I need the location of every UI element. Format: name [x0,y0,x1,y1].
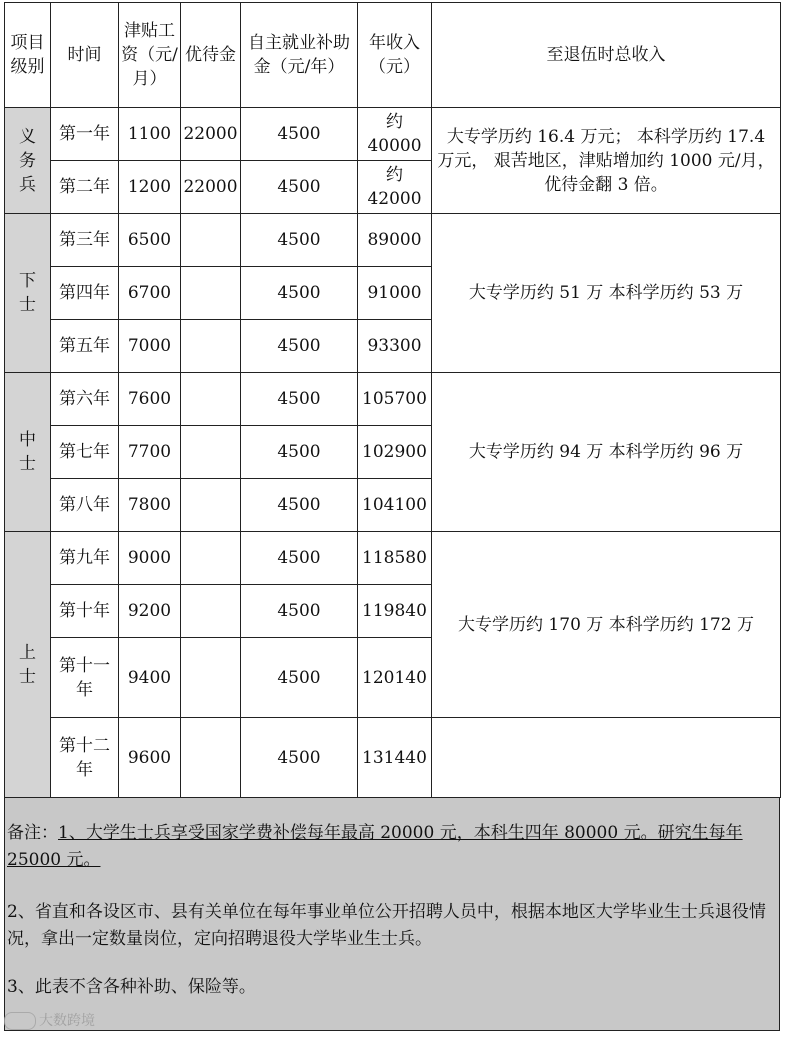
table-row [5,108,781,161]
subsidy-cell: 4500 [241,718,358,798]
rank-label: 上士 [19,642,36,687]
rank-label: 中士 [19,430,36,474]
income-cell: 119840 [358,585,432,638]
salary-cell: 7800 [119,479,181,532]
salary-cell: 7700 [119,426,181,479]
bonus-cell [181,214,241,267]
subsidy-cell: 4500 [241,479,358,532]
year-cell: 第二年 [51,161,119,214]
header-total: 至退伍时总收入 [432,3,781,108]
year-cell: 第一年 [51,108,119,161]
document-page [4,2,780,1032]
income-cell: 93300 [358,320,432,373]
total-income-cell: 大专学历约 170 万 本科学历约 172 万 [432,532,781,718]
table-row [5,718,781,798]
note-prefix: 备注： [7,823,58,843]
income-cell: 89000 [358,214,432,267]
table-row [5,532,781,585]
rank-label: 下士 [19,271,36,315]
header-income: 年收入（元） [358,3,432,108]
subsidy-cell: 4500 [241,532,358,585]
subsidy-cell: 4500 [241,108,358,161]
note-2: 2、省直和各设区市、县有关单位在每年事业单位公开招聘人员中，根据本地区大学毕业生士兵退役情况，拿出一定数量岗位，定向招聘退役大学毕业生士兵。 [7,902,766,949]
income-cell: 约 40000 [358,108,432,161]
rank-label: 义务兵 [19,126,36,195]
bonus-cell [181,479,241,532]
bonus-cell [181,585,241,638]
income-cell: 131440 [358,718,432,798]
subsidy-cell: 4500 [241,638,358,718]
salary-cell: 1100 [119,108,181,161]
total-income-cell: 大专学历约 94 万 本科学历约 96 万 [432,373,781,532]
salary-cell: 9600 [119,718,181,798]
year-cell: 第八年 [51,479,119,532]
table-row [5,373,781,426]
salary-cell: 7600 [119,373,181,426]
header-rank: 项目级别 [5,3,51,108]
salary-cell: 9200 [119,585,181,638]
year-cell: 第九年 [51,532,119,585]
watermark-text: 大数跨境 [39,1013,95,1029]
subsidy-cell: 4500 [241,320,358,373]
header-subsidy: 自主就业补助金（元/年） [241,3,358,108]
total-income-cell: 大专学历约 16.4 万元； 本科学历约 17.4 万元， 艰苦地区，津贴增加约 1000 元/月，优待金翻 3 倍。 [432,108,781,214]
subsidy-cell: 4500 [241,373,358,426]
table-row [5,214,781,267]
header-time: 时间 [51,3,119,108]
subsidy-cell: 4500 [241,161,358,214]
year-cell: 第六年 [51,373,119,426]
bonus-cell [181,267,241,320]
year-cell: 第五年 [51,320,119,373]
year-cell: 第七年 [51,426,119,479]
header-bonus: 优待金 [181,3,241,108]
subsidy-cell: 4500 [241,214,358,267]
year-cell: 第十二年 [51,718,119,798]
salary-cell: 7000 [119,320,181,373]
income-cell: 120140 [358,638,432,718]
income-cell: 118580 [358,532,432,585]
watermark-logo-icon [4,1012,36,1030]
rank-cell [5,532,51,798]
subsidy-cell: 4500 [241,585,358,638]
note-1 [7,820,777,874]
bonus-cell [181,532,241,585]
salary-cell: 9000 [119,532,181,585]
watermark [4,1010,95,1030]
salary-cell: 1200 [119,161,181,214]
salary-cell: 6500 [119,214,181,267]
bonus-cell [181,320,241,373]
bonus-cell: 22000 [181,161,241,214]
salary-cell: 6700 [119,267,181,320]
bonus-cell [181,638,241,718]
income-table [4,2,781,798]
header-salary: 津贴工资（元/月） [119,3,181,108]
note-1-text: 1、大学生士兵享受国家学费补偿每年最高 20000 元，本科生四年 80000 元。研究生每年 25000 元。 [7,823,743,870]
rank-cell [5,214,51,373]
income-cell: 104100 [358,479,432,532]
total-income-cell: 大专学历约 51 万 本科学历约 53 万 [432,214,781,373]
rank-cell [5,108,51,214]
year-cell: 第十年 [51,585,119,638]
income-cell: 约 42000 [358,161,432,214]
header-row [5,3,781,108]
year-cell: 第十一年 [51,638,119,718]
bonus-cell [181,426,241,479]
notes-section [4,797,780,1031]
note-3: 3、此表不含各种补助、保险等。 [7,977,256,997]
income-cell: 91000 [358,267,432,320]
bonus-cell [181,718,241,798]
year-cell: 第三年 [51,214,119,267]
bonus-cell: 22000 [181,108,241,161]
income-cell: 105700 [358,373,432,426]
salary-cell: 9400 [119,638,181,718]
empty-total-cell [432,718,781,798]
year-cell: 第四年 [51,267,119,320]
subsidy-cell: 4500 [241,426,358,479]
bonus-cell [181,373,241,426]
income-cell: 102900 [358,426,432,479]
subsidy-cell: 4500 [241,267,358,320]
rank-cell [5,373,51,532]
